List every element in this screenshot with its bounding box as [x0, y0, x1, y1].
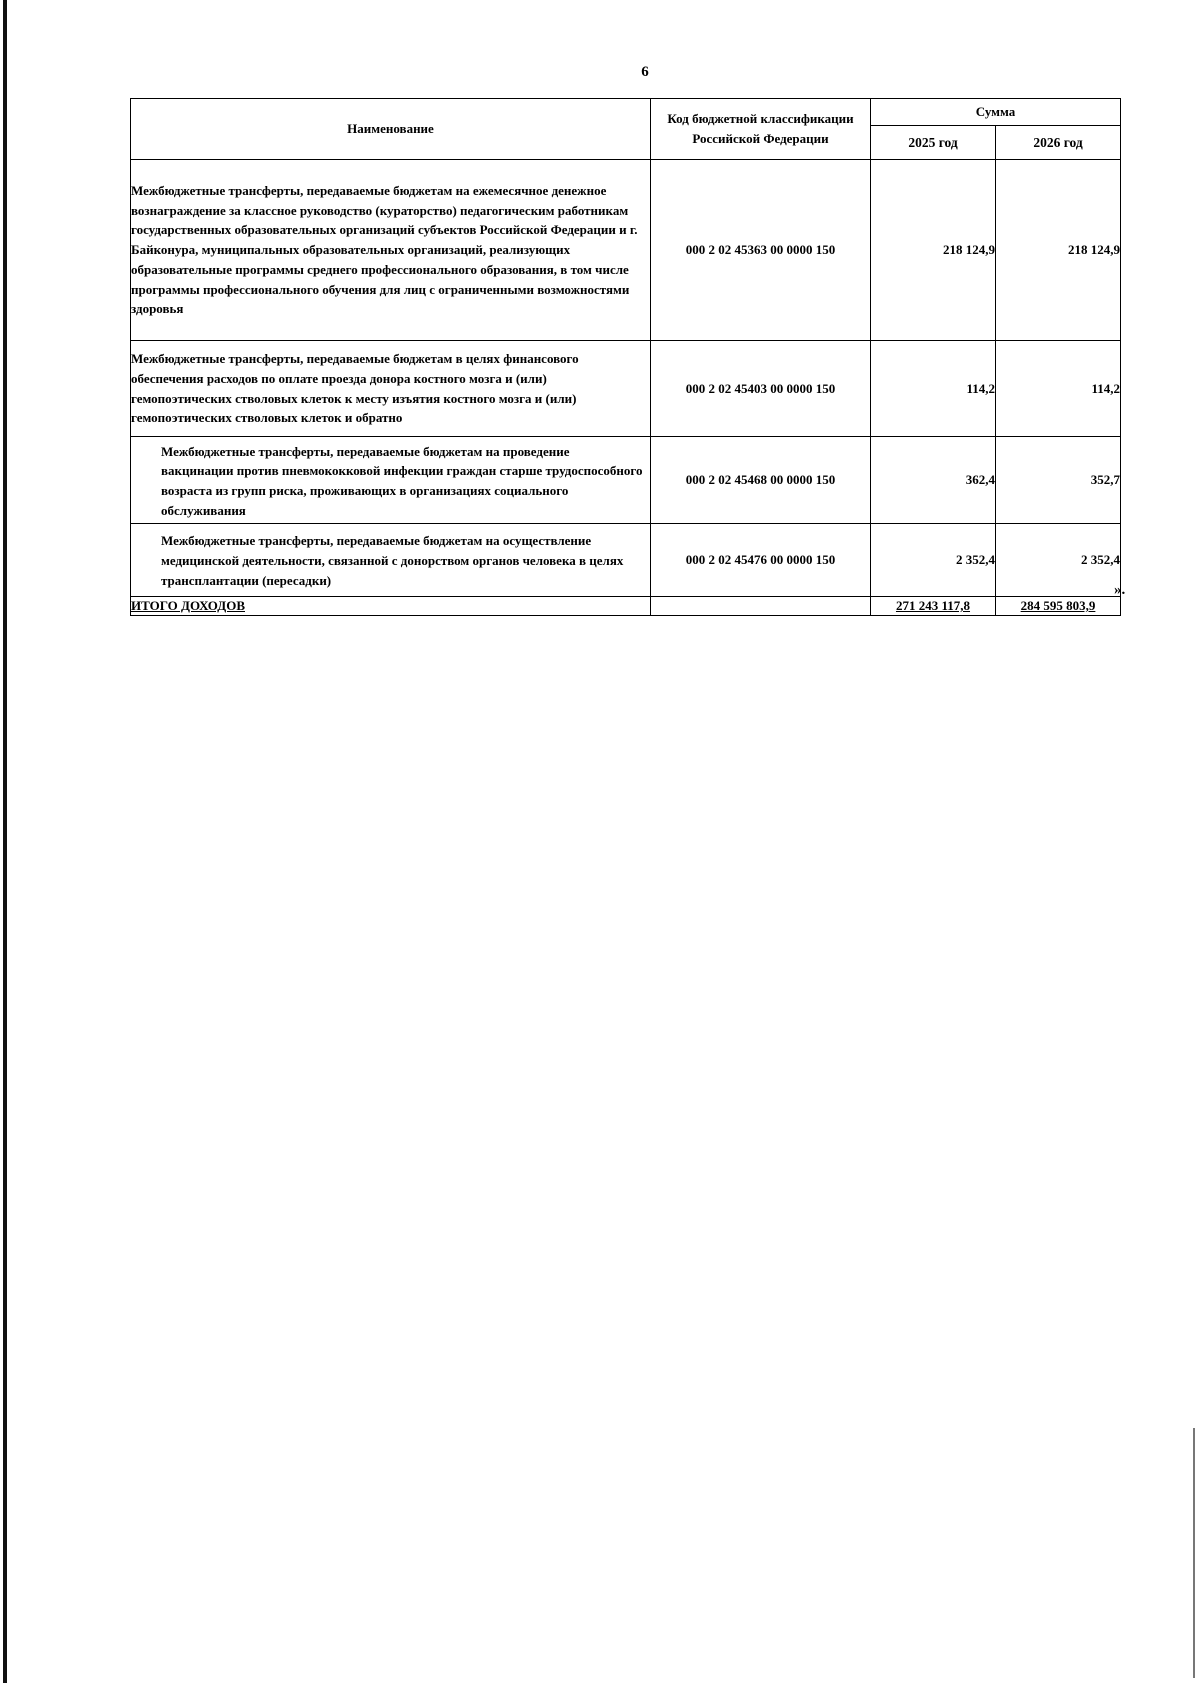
header-code: Код бюджетной классификации Российской Федерации — [651, 99, 871, 160]
row-sum-2026: 218 124,9 — [996, 160, 1121, 341]
table-row — [131, 524, 1121, 597]
row-sum-2025: 114,2 — [871, 341, 996, 437]
row-name: Межбюджетные трансферты, передаваемые бюджетам в целях финансового обеспечения расходов по оплате проезда донора костного мозга и (или) гемопоэтических стволовых клеток к месту изъятия костного мозга и (или) гемопоэтических стволовых клеток и обратно — [131, 341, 651, 437]
row-sum-2026: 114,2 — [996, 341, 1121, 437]
header-year-2026: 2026 год — [996, 126, 1121, 160]
row-name: Межбюджетные трансферты, передаваемые бюджетам на ежемесячное денежное вознаграждение за классное руководство (кураторство) педагогическим работникам государственных образовательных организаций субъектов Российской Федерации и г. Байконура, муниципальных образовательных организаций, реализующих образовательные программы среднего профессионального образования, в том числе программы профессионального обучения для лиц с ограниченными возможностями здоровья — [131, 160, 651, 341]
row-sum-2026: 2 352,4 — [996, 524, 1121, 597]
page-number: 6 — [641, 64, 649, 80]
header-sum: Сумма — [871, 99, 1121, 126]
total-label: ИТОГО ДОХОДОВ — [131, 597, 651, 616]
header-year-2025: 2025 год — [871, 126, 996, 160]
table-row — [131, 341, 1121, 437]
row-sum-2025: 218 124,9 — [871, 160, 996, 341]
scan-edge-left — [3, 0, 7, 1683]
row-code: 000 2 02 45403 00 0000 150 — [651, 341, 871, 437]
row-code: 000 2 02 45476 00 0000 150 — [651, 524, 871, 597]
closing-quote: ». — [1114, 582, 1126, 598]
total-code — [651, 597, 871, 616]
row-name: Межбюджетные трансферты, передаваемые бюджетам на проведение вакцинации против пневмококковой инфекции граждан старше трудоспособного возраста из групп риска, проживающих в организациях социального обслуживания — [131, 437, 651, 524]
budget-revenue-table — [130, 98, 1121, 616]
row-name: Межбюджетные трансферты, передаваемые бюджетам на осуществление медицинской деятельности, связанной с донорством органов человека в целях трансплантации (пересадки) — [131, 524, 651, 597]
total-row — [131, 597, 1121, 616]
row-code: 000 2 02 45468 00 0000 150 — [651, 437, 871, 524]
total-sum-2026: 284 595 803,9 — [996, 597, 1121, 616]
row-sum-2025: 362,4 — [871, 437, 996, 524]
row-sum-2026: 352,7 — [996, 437, 1121, 524]
row-sum-2025: 2 352,4 — [871, 524, 996, 597]
row-code: 000 2 02 45363 00 0000 150 — [651, 160, 871, 341]
total-sum-2025: 271 243 117,8 — [871, 597, 996, 616]
header-name: Наименование — [131, 99, 651, 160]
scan-edge-right — [1193, 1428, 1195, 1678]
table-row — [131, 160, 1121, 341]
table-row — [131, 437, 1121, 524]
